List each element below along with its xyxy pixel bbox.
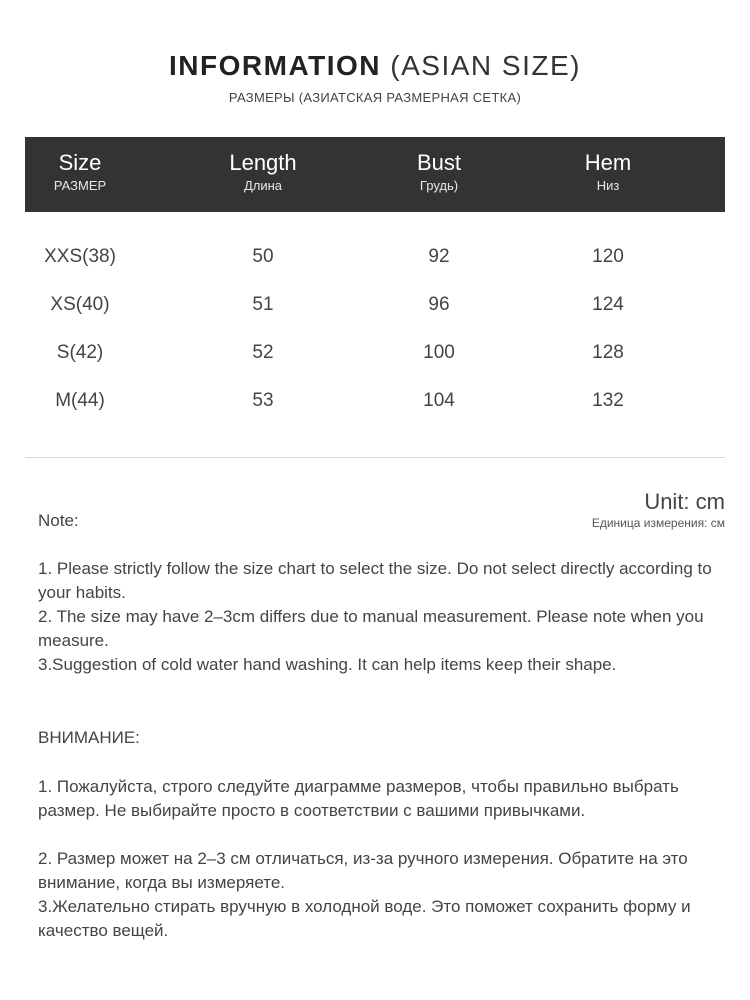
header-bust-sublabel: Грудь) bbox=[419, 178, 459, 193]
cell-hem: 124 bbox=[592, 294, 624, 315]
cell-size: XS(40) bbox=[50, 294, 110, 315]
ru-note-item-1: 1. Пожалуйста, строго следуйте диаграмме размеров, чтобы правильно выбрать размер. Не выбирайте просто в соответствии с вашими привычками. bbox=[38, 777, 679, 820]
table-header bbox=[25, 137, 725, 212]
cell-size: XXS(38) bbox=[44, 246, 116, 267]
note-item-2: 2. The size may have 2–3cm differs due to manual measurement. Please note when you measure. bbox=[38, 607, 704, 650]
page-subtitle: РАЗМЕРЫ (АЗИАТСКАЯ РАЗМЕРНАЯ СЕТКА) bbox=[228, 90, 522, 105]
cell-size: M(44) bbox=[55, 390, 105, 411]
header-length bbox=[183, 149, 343, 195]
note-item-3: 3.Suggestion of cold water hand washing. It can help items keep their shape. bbox=[38, 655, 617, 674]
header-hem-sublabel: Низ bbox=[596, 178, 620, 193]
header-hem bbox=[528, 149, 688, 195]
header-hem-label: Hem bbox=[584, 150, 632, 175]
unit-label: Unit: cm bbox=[644, 489, 725, 514]
note-label: Note: bbox=[38, 511, 79, 530]
table-row bbox=[25, 290, 725, 320]
header-size bbox=[0, 149, 160, 195]
page-title bbox=[0, 50, 750, 82]
cell-length: 52 bbox=[252, 342, 274, 363]
cell-bust: 104 bbox=[423, 390, 455, 411]
table-divider bbox=[25, 457, 725, 458]
note-item-1: 1. Please strictly follow the size chart to select the size. Do not select directly according to your habits. bbox=[38, 559, 712, 602]
header-bust-label: Bust bbox=[416, 150, 462, 175]
header-size-sublabel: РАЗМЕР bbox=[53, 178, 107, 193]
ru-note-label: ВНИМАНИЕ: bbox=[38, 728, 140, 747]
cell-bust: 92 bbox=[428, 246, 450, 267]
ru-note-item-2: 2. Размер может на 2–3 см отличаться, из-за ручного измерения. Обратите на это внимание, когда вы измеряете. bbox=[38, 849, 688, 892]
cell-size: S(42) bbox=[56, 342, 104, 363]
unit-sublabel: Единица измерения: см bbox=[591, 516, 725, 530]
header-size-label: Size bbox=[58, 150, 102, 175]
title-light: (ASIAN SIZE) bbox=[390, 50, 581, 81]
table-row bbox=[25, 338, 725, 368]
ru-note-item-3: 3.Желательно стирать вручную в холодной воде. Это поможет сохранить форму и качество вещей. bbox=[38, 897, 691, 940]
cell-hem: 132 bbox=[592, 390, 624, 411]
table-row bbox=[25, 386, 725, 416]
header-bust bbox=[359, 149, 519, 195]
cell-hem: 120 bbox=[592, 246, 624, 267]
header-length-label: Length bbox=[229, 150, 297, 175]
table-row bbox=[25, 242, 725, 272]
title-bold: INFORMATION bbox=[169, 50, 381, 81]
header-length-sublabel: Длина bbox=[243, 178, 283, 193]
cell-length: 51 bbox=[252, 294, 274, 315]
cell-length: 53 bbox=[252, 390, 274, 411]
cell-hem: 128 bbox=[592, 342, 624, 363]
cell-bust: 100 bbox=[423, 342, 455, 363]
cell-bust: 96 bbox=[428, 294, 450, 315]
cell-length: 50 bbox=[252, 246, 274, 267]
